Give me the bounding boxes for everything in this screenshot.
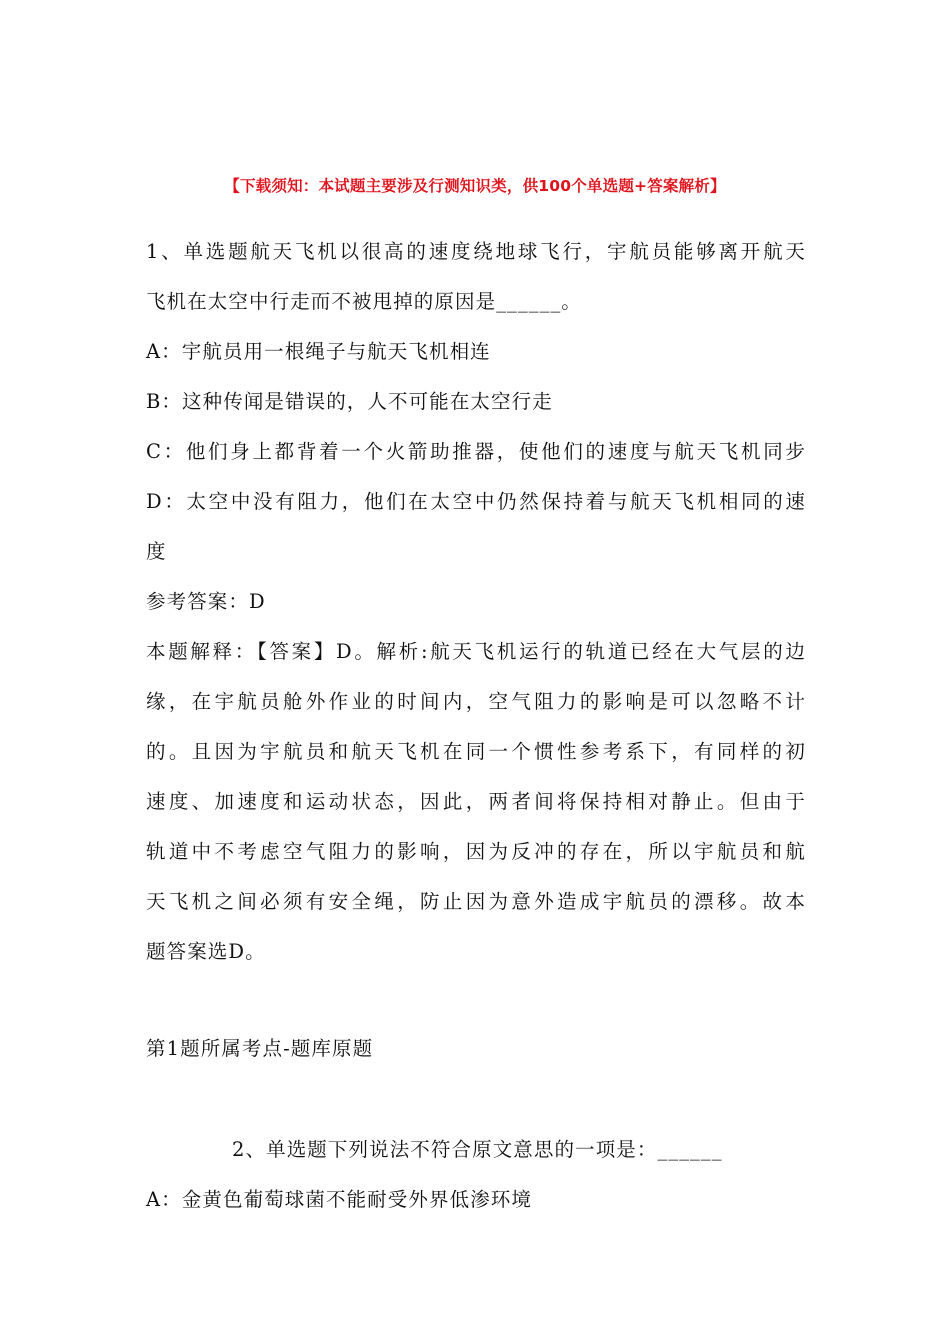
q1-explanation-line-3: 的。且因为宇航员和航天飞机在同一个惯性参考系下，有同样的初 <box>146 740 806 763</box>
q1-stem-line-1: 1、单选题航天飞机以很高的速度绕地球飞行，宇航员能够离开航天 <box>146 240 806 263</box>
q1-explanation-line-1: 本题解释：【答案】D。解析:航天飞机运行的轨道已经在大气层的边 <box>146 640 806 663</box>
q1-option-c: C：他们身上都背着一个火箭助推器，使他们的速度与航天飞机同步 <box>146 440 806 463</box>
download-notice: 【下载须知：本试题主要涉及行测知识类，供100个单选题+答案解析】 <box>224 177 726 195</box>
q1-stem-line-2: 飞机在太空中行走而不被甩掉的原因是______。 <box>146 290 582 313</box>
q1-explanation-line-5: 轨道中不考虑空气阻力的影响，因为反冲的存在，所以宇航员和航 <box>146 840 806 863</box>
q1-explanation-line-7: 题答案选D。 <box>146 940 266 963</box>
q1-explanation-line-2: 缘，在宇航员舱外作业的时间内，空气阻力的影响是可以忽略不计 <box>146 690 806 713</box>
q2-stem: 2、单选题下列说法不符合原文意思的一项是：______ <box>232 1138 723 1161</box>
q2-option-a: A：金黄色葡萄球菌不能耐受外界低渗环境 <box>146 1188 532 1211</box>
q1-option-d-line-2: 度 <box>146 540 167 563</box>
q1-option-d-line-1: D：太空中没有阻力，他们在太空中仍然保持着与航天飞机相同的速 <box>146 490 806 513</box>
q1-option-b: B：这种传闻是错误的，人不可能在太空行走 <box>146 390 553 413</box>
q1-option-a: A：宇航员用一根绳子与航天飞机相连 <box>146 340 491 363</box>
q1-explanation-line-6: 天飞机之间必须有安全绳，防止因为意外造成宇航员的漂移。故本 <box>146 890 806 913</box>
q1-explanation-line-4: 速度、加速度和运动状态，因此，两者间将保持相对静止。但由于 <box>146 790 806 813</box>
q1-knowledge-point: 第1题所属考点-题库原题 <box>146 1037 374 1060</box>
q1-answer: 参考答案：D <box>146 590 266 613</box>
